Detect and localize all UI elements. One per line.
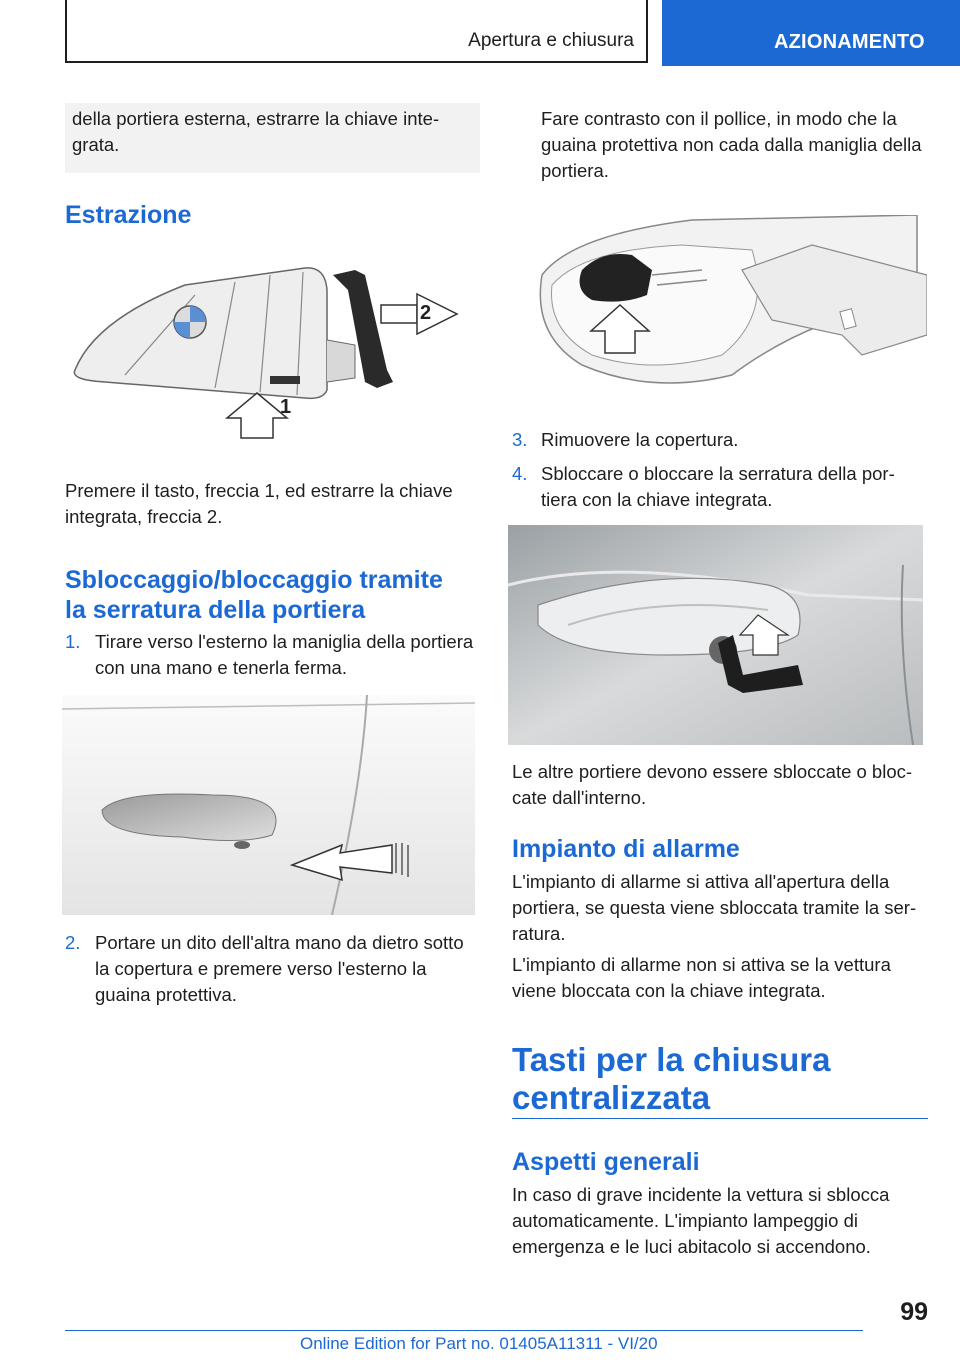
heading-alarm: Impianto di allarme bbox=[512, 835, 740, 863]
step-3-number: 3. bbox=[512, 429, 528, 450]
step-2 bbox=[65, 930, 515, 1005]
alarm-paragraph-1: L'impianto di allarme si attiva all'apertura della portiera, se questa viene sbloccata tramite la ser- ratura. bbox=[512, 871, 917, 944]
heading-central-locking bbox=[512, 1041, 932, 1117]
step-1 bbox=[65, 629, 515, 678]
step-4 bbox=[512, 461, 932, 510]
note-text: della portiera esterna, estrarre la chiave inte- grata. bbox=[72, 108, 440, 155]
general-text: In caso di grave incidente la vettura si sblocca automaticamente. L'impianto lampeggio di emergenza e le luci abitacolo si accendono. bbox=[512, 1184, 890, 1257]
heading-unlock-line2: la serratura della portiera bbox=[65, 596, 366, 624]
heading-unlock-line1: Sbloccaggio/bloccaggio tramite bbox=[65, 566, 443, 594]
arrow-1-label: 1 bbox=[280, 396, 292, 418]
chapter-tab-label: AZIONAMENTO bbox=[774, 31, 925, 53]
step-1-text: Tirare verso l'esterno la maniglia della portiera con una mano e tenerla ferma. bbox=[95, 631, 474, 678]
page-number: 99 bbox=[900, 1298, 928, 1326]
step-4-number: 4. bbox=[512, 463, 528, 484]
step-2-number: 2. bbox=[65, 932, 81, 953]
chapter-tab[interactable] bbox=[662, 0, 960, 66]
continuation-text: Fare contrasto con il pollice, in modo che la guaina protettiva non cada dalla maniglia della portiera. bbox=[541, 108, 922, 181]
key-in-lock-photo bbox=[508, 525, 923, 745]
step-3 bbox=[512, 427, 932, 453]
step-4-text: Sbloccare o bloccare la serratura della por- tiera con la chiave integrata. bbox=[541, 463, 895, 510]
heading-central-line2: centralizzata bbox=[512, 1079, 711, 1116]
heading-central-line1: Tasti per la chiusura bbox=[512, 1041, 831, 1078]
heading-general-aspects: Aspetti generali bbox=[512, 1148, 700, 1176]
heading-extraction: Estrazione bbox=[65, 201, 192, 229]
step-2-text: Portare un dito dell'altra mano da dietro sotto la copertura e premere verso l'esterno la guaina protettiva. bbox=[95, 932, 464, 1005]
extraction-text: Premere il tasto, freccia 1, ed estrarre la chiave integrata, freccia 2. bbox=[65, 480, 453, 527]
door-handle-pull-illustration bbox=[62, 695, 475, 915]
step-1-number: 1. bbox=[65, 631, 81, 652]
other-doors-text: Le altre portiere devono essere sbloccate o bloc- cate dall'interno. bbox=[512, 761, 913, 808]
edition-footer: Online Edition for Part no. 01405A11311 - VI/20 bbox=[300, 1334, 658, 1353]
footer-rule bbox=[65, 1330, 863, 1331]
key-extraction-illustration bbox=[65, 250, 470, 440]
arrow-1-graphic bbox=[227, 393, 287, 438]
arrow-2-label: 2 bbox=[420, 302, 432, 324]
heading-unlock-lock bbox=[65, 565, 485, 625]
header-section-box bbox=[65, 0, 648, 63]
arrow-2-graphic bbox=[381, 294, 457, 334]
heading-rule bbox=[512, 1118, 928, 1119]
section-title: Apertura e chiusura bbox=[468, 30, 634, 51]
cover-removal-illustration bbox=[512, 215, 927, 400]
alarm-paragraph-2: L'impianto di allarme non si attiva se la vettura viene bloccata con la chiave integrata. bbox=[512, 954, 891, 1001]
step-3-text: Rimuovere la copertura. bbox=[541, 429, 739, 450]
